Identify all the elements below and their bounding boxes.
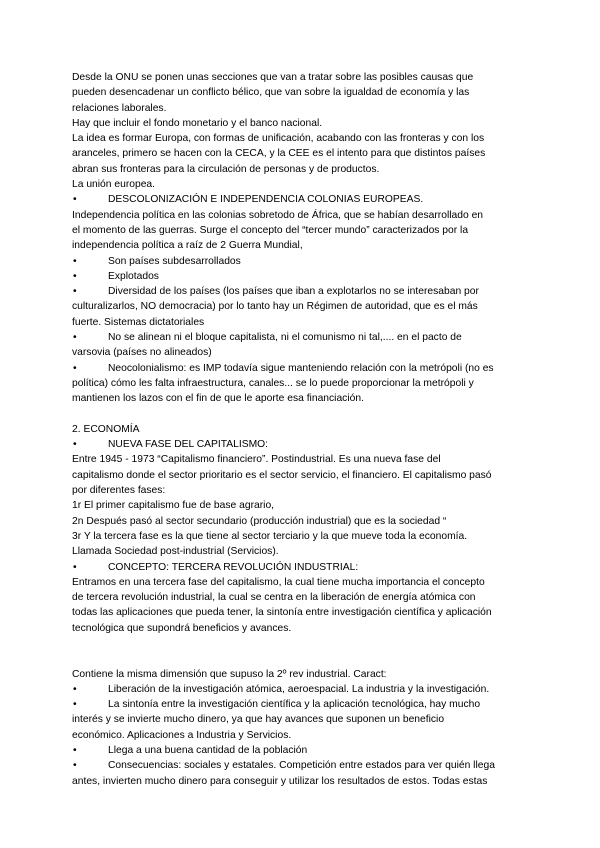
paragraph-line: por diferentes fases: <box>72 485 166 497</box>
bullet-icon: • <box>73 683 77 695</box>
paragraph-line: La idea es formar Europa, con formas de unificación, acabando con las fronteras y con los <box>72 133 485 145</box>
paragraph-line: Desde la ONU se ponen unas secciones que van a tratar sobre las posibles causas que <box>72 72 474 83</box>
bullet-icon: • <box>73 255 77 267</box>
list-item: • Neocolonialismo: es IMP todavía sigue manteniendo relación con la metrópoli (no es <box>72 361 532 376</box>
list-item-continuation: mantienen los lazos con el fin de que le aporte esa financiación. <box>72 393 364 405</box>
paragraph-line: 1r El primer capitalismo fue de base agrario, <box>72 500 275 512</box>
heading-revolucion: • CONCEPTO: TERCERA REVOLUCIÓN INDUSTRIAL: <box>72 560 532 575</box>
bullet-icon: • <box>73 439 77 451</box>
paragraph-line: Entre 1945 - 1973 “Capitalismo financiero”. Postindustrial. Es una nueva fase del <box>72 454 441 466</box>
paragraph-line: tecnológica que supondrá beneficios y avances. <box>72 622 292 634</box>
list-item: • La sintonía entre la investigación científica y la aplicación tecnológica, hay mucho <box>72 697 532 712</box>
paragraph-line: relaciones laborales. <box>72 102 167 114</box>
paragraph-line: Hay que incluir el fondo monetario y el banco nacional. <box>72 117 323 129</box>
list-item: • No se alinean ni el bloque capitalista, ni el comunismo ni tal,.... en el pacto de <box>72 330 532 345</box>
paragraph-line: el momento de las guerras. Surge el concepto del “tercer mundo” caracterizados por la <box>72 224 469 236</box>
list-item-continuation: fuerte. Sistemas dictatoriales <box>72 316 205 328</box>
bullet-icon: • <box>73 699 77 711</box>
list-item: • Explotados <box>72 269 532 284</box>
list-item-continuation: varsovia (países no alineados) <box>72 347 212 359</box>
bullet-icon: • <box>73 362 77 374</box>
paragraph-line: Independencia política en las colonias sobretodo de África, que se habían desarrollado en <box>72 209 484 221</box>
list-item: • Consecuencias: sociales y estatales. Competición entre estados para ver quién llega <box>72 758 532 773</box>
paragraph-line: 3r Y la tercera fase es la que tiene al sector terciario y la que mueve toda la economía. <box>72 530 468 542</box>
list-item: • Diversidad de los países (los países que iban a explotarlos no se interesaban por <box>72 284 532 299</box>
paragraph-line: Llamada Sociedad post-industrial (Servicios). <box>72 546 279 558</box>
list-item: • Son países subdesarrollados <box>72 254 532 269</box>
bullet-icon: • <box>73 745 77 757</box>
paragraph-line: Entramos en una tercera fase del capitalismo, la cual tiene mucha importancia el concepto <box>72 576 485 588</box>
heading-descolonizacion: • DESCOLONIZACIÓN E INDEPENDENCIA COLONIAS EUROPEAS. <box>72 192 532 207</box>
list-item-continuation: antes, invierten mucho dinero para conseguir y utilizar los resultados de estos. Todas estas <box>72 775 488 787</box>
paragraph-line: 2n Después pasó al sector secundario (producción industrial) que es la sociedad “ <box>72 515 447 527</box>
section-title: 2. ECONOMÍA <box>72 423 140 435</box>
heading-capitalismo: • NUEVA FASE DEL CAPITALISMO: <box>72 437 532 452</box>
list-item-continuation: económico. Aplicaciones a Industria y Servicios. <box>72 729 292 741</box>
paragraph-line: Contiene la misma dimensión que supuso la 2º rev industrial. Caract: <box>72 668 387 680</box>
paragraph-line: todas las aplicaciones que pueda tener, la sintonía entre investigación científica y aplicación <box>72 607 492 619</box>
list-item-continuation: culturalizarlos, NO democracia) por lo tanto hay un Régimen de autoridad, que es el más <box>72 301 478 313</box>
list-item: • Llega a una buena cantidad de la población <box>72 743 532 758</box>
spacer <box>72 636 532 667</box>
list-item: • Liberación de la investigación atómica, aeroespacial. La industria y la investigación. <box>72 682 532 697</box>
bullet-icon: • <box>73 332 77 344</box>
list-item-continuation: interés y se invierte mucho dinero, ya que hay avances que suponen un beneficio <box>72 714 445 726</box>
paragraph-line: independencia política a raíz de 2 Guerra Mundial, <box>72 240 303 252</box>
list-item-continuation: política) cómo les falta infraestructura, canales... se lo puede proporcionar la metrópoli y <box>72 377 474 389</box>
bullet-icon: • <box>73 286 77 298</box>
bullet-icon: • <box>73 760 77 772</box>
paragraph-line: La unión europea. <box>72 179 156 191</box>
paragraph-line: pueden desencadenar un conflicto bélico, que van sobre la igualdad de economía y las <box>72 87 470 99</box>
document-page <box>72 70 532 789</box>
bullet-icon: • <box>73 194 77 206</box>
bullet-icon: • <box>73 561 77 573</box>
paragraph-line: abran sus fronteras para la circulación de personas y de productos. <box>72 163 380 175</box>
paragraph-line: capitalismo donde el sector prioritario es el sector servicio, el financiero. El capitalismo pasó <box>72 469 492 481</box>
bullet-icon: • <box>73 270 77 282</box>
paragraph-line: aranceles, primero se hacen con la CECA, y la CEE es el intento para que distintos países <box>72 148 486 160</box>
paragraph-line: de tercera revolución industrial, la cual se centra en la liberación de energía atómica con <box>72 592 476 604</box>
spacer <box>72 407 532 422</box>
